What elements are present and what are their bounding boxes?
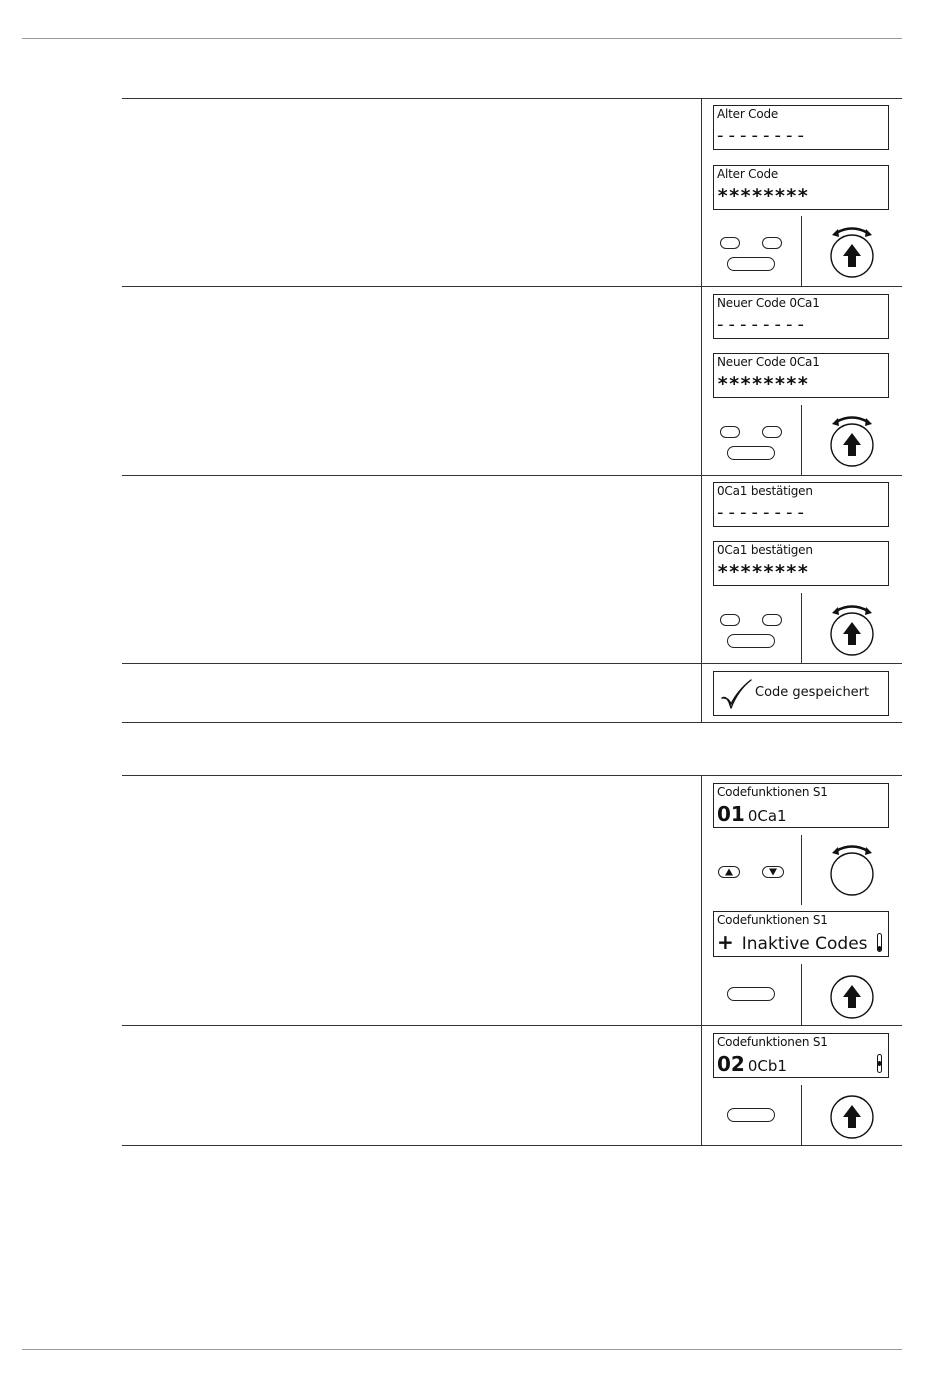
lcd-code-empty: -------- — [717, 502, 809, 523]
page-header-rule — [22, 38, 902, 39]
control-divider — [801, 593, 802, 663]
table-rule — [122, 775, 902, 776]
lcd-label: Codefunktionen S1 — [717, 1035, 828, 1049]
lcd-label: Neuer Code 0Ca1 — [717, 355, 820, 369]
function-key-button[interactable] — [727, 257, 775, 271]
left-key-button[interactable] — [720, 426, 740, 438]
lcd-display — [713, 294, 889, 339]
lcd-code-entry — [717, 803, 787, 827]
lcd-code-masked: ******** — [717, 373, 809, 395]
lcd-menu-entry — [717, 931, 868, 955]
control-divider — [801, 405, 802, 475]
function-key-button[interactable] — [727, 634, 775, 648]
page-footer-rule — [22, 1349, 902, 1350]
table-rule — [122, 1145, 902, 1146]
right-key-button[interactable] — [762, 614, 782, 626]
code-saved-message — [713, 671, 889, 716]
table-rule — [122, 663, 902, 664]
code-name: 0Cb1 — [747, 1057, 787, 1075]
table-rule — [122, 1025, 902, 1026]
lcd-label: Alter Code — [717, 107, 779, 121]
lcd-display — [713, 541, 889, 586]
triangle-down-icon — [763, 867, 783, 877]
lcd-label: Neuer Code 0Ca1 — [717, 296, 820, 310]
scrollbar-icon — [877, 1054, 882, 1073]
lcd-code-masked: ******** — [717, 185, 809, 207]
function-key-button[interactable] — [727, 1108, 775, 1122]
function-key-button[interactable] — [727, 446, 775, 460]
lcd-code-masked: ******** — [717, 561, 809, 583]
left-key-button[interactable] — [720, 237, 740, 249]
lcd-label: 0Ca1 bestätigen — [717, 484, 813, 498]
table-column-divider — [701, 775, 702, 1146]
left-key-button[interactable] — [720, 614, 740, 626]
push-knob-icon[interactable] — [824, 1084, 880, 1148]
plus-icon: + — [717, 930, 734, 954]
down-key-button[interactable] — [762, 866, 784, 878]
lcd-label: Codefunktionen S1 — [717, 913, 828, 927]
table-column-divider — [701, 98, 702, 723]
control-divider — [801, 216, 802, 286]
triangle-up-icon — [719, 867, 739, 877]
control-divider — [801, 835, 802, 905]
rotary-push-knob-icon[interactable] — [824, 596, 880, 660]
lcd-display — [713, 911, 889, 957]
lcd-label: Codefunktionen S1 — [717, 785, 828, 799]
up-key-button[interactable] — [718, 866, 740, 878]
lcd-display — [713, 353, 889, 398]
function-key-button[interactable] — [727, 987, 775, 1001]
lcd-label: 0Ca1 bestätigen — [717, 543, 813, 557]
lcd-code-entry — [717, 1053, 787, 1077]
rotary-push-knob-icon[interactable] — [824, 407, 880, 471]
rotary-knob-icon[interactable] — [824, 836, 880, 900]
control-divider — [801, 1085, 802, 1145]
lcd-code-empty: -------- — [717, 125, 809, 146]
lcd-display — [713, 105, 889, 150]
scrollbar-icon — [877, 933, 882, 952]
lcd-label: Alter Code — [717, 167, 779, 181]
lcd-display — [713, 783, 889, 828]
right-key-button[interactable] — [762, 237, 782, 249]
code-saved-label: Code gespeichert — [755, 685, 870, 700]
code-number: 02 — [717, 1052, 745, 1076]
table-rule — [122, 98, 902, 99]
rotary-push-knob-icon[interactable] — [824, 218, 880, 282]
lcd-code-empty: -------- — [717, 314, 809, 335]
menu-entry-label: Inaktive Codes — [741, 934, 868, 954]
lcd-display — [713, 482, 889, 527]
table-rule — [122, 286, 902, 287]
table-rule — [122, 475, 902, 476]
code-number: 01 — [717, 802, 745, 826]
table-rule — [122, 722, 902, 723]
lcd-display — [713, 1033, 889, 1078]
checkmark-icon — [718, 676, 754, 712]
push-knob-icon[interactable] — [824, 964, 880, 1028]
control-divider — [801, 964, 802, 1025]
right-key-button[interactable] — [762, 426, 782, 438]
lcd-display — [713, 165, 889, 210]
code-name: 0Ca1 — [747, 807, 787, 825]
